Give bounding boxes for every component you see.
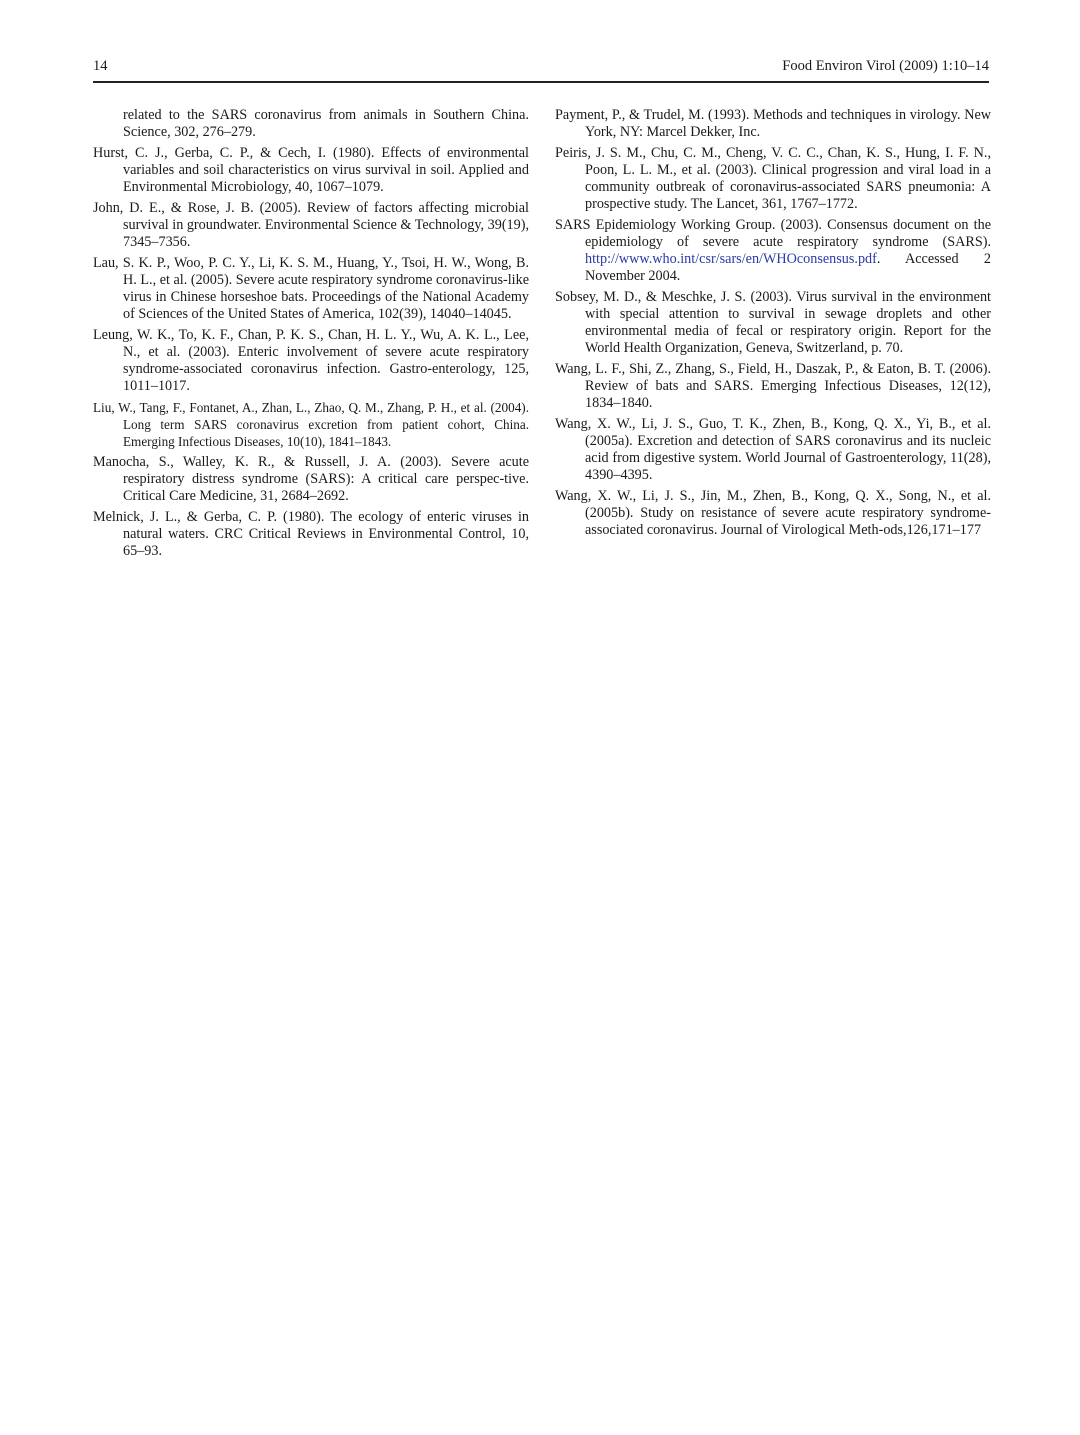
reference-entry: Hurst, C. J., Gerba, C. P., & Cech, I. (1980). Effects of environmental variables and soil characteristics on virus survival in soil. Applied and Environmental Microbiology, 40, 1067–1079. (93, 145, 529, 195)
reference-column-right (555, 107, 991, 543)
page-header (93, 58, 989, 80)
page-number: 14 (93, 58, 108, 74)
reference-entry: Lau, S. K. P., Woo, P. C. Y., Li, K. S. M., Huang, Y., Tsoi, H. W., Wong, B. H. L., et al. (2005). Severe acute respiratory syndrome coronavirus-like virus in Chinese horseshoe bats. Proceedings of the National Academy of Sciences of the United States of America, 102(39), 14040–14045. (93, 255, 529, 322)
reference-entry (555, 217, 991, 285)
reference-column-left (93, 107, 529, 564)
reference-url-link[interactable]: http://www.who.int/csr/sars/en/WHOconsensus.pdf (585, 251, 877, 267)
reference-text: . Accessed 2 November 2004. (585, 251, 991, 284)
reference-entry: Peiris, J. S. M., Chu, C. M., Cheng, V. C. C., Chan, K. S., Hung, I. F. N., Poon, L. L. M., et al. (2003). Clinical progression and viral load in a community outbreak of coronavirus-associated SARS pneumonia: A prospective study. The Lancet, 361, 1767–1772. (555, 145, 991, 212)
reference-text: SARS Epidemiology Working Group. (2003). Consensus document on the epidemiology of severe acute respiratory syndrome (SARS). (555, 217, 991, 250)
reference-entry: Sobsey, M. D., & Meschke, J. S. (2003). Virus survival in the environment with special attention to survival in sewage droplets and other environmental media of fecal or respiratory origin. Report for the World Health Organization, Geneva, Switzerland, p. 70. (555, 289, 991, 356)
reference-entry: Payment, P., & Trudel, M. (1993). Methods and techniques in virology. New York, NY: Marcel Dekker, Inc. (555, 107, 991, 140)
reference-entry: Leung, W. K., To, K. F., Chan, P. K. S., Chan, H. L. Y., Wu, A. K. L., Lee, N., et al. (2003). Enteric involvement of severe acute respiratory syndrome-associated coronavirus infection. Gastro-enterology, 125, 1011–1017. (93, 327, 529, 394)
header-rule (93, 81, 989, 83)
reference-entry: Liu, W., Tang, F., Fontanet, A., Zhan, L., Zhao, Q. M., Zhang, P. H., et al. (2004). Long term SARS coronavirus excretion from patient cohort, China. Emerging Infectious Diseases, 10(10), 1841–1843. (93, 400, 529, 449)
reference-entry: Manocha, S., Walley, K. R., & Russell, J. A. (2003). Severe acute respiratory distress syndrome (SARS): A critical care perspec-tive. Critical Care Medicine, 31, 2684–2692. (93, 454, 529, 504)
reference-entry: Wang, L. F., Shi, Z., Zhang, S., Field, H., Daszak, P., & Eaton, B. T. (2006). Review of bats and SARS. Emerging Infectious Diseases, 12(12), 1834–1840. (555, 361, 991, 411)
reference-entry: Melnick, J. L., & Gerba, C. P. (1980). The ecology of enteric viruses in natural waters. CRC Critical Reviews in Environmental Control, 10, 65–93. (93, 509, 529, 559)
reference-entry: John, D. E., & Rose, J. B. (2005). Review of factors affecting microbial survival in groundwater. Environmental Science & Technology, 39(19), 7345–7356. (93, 200, 530, 250)
journal-citation: Food Environ Virol (2009) 1:10–14 (782, 58, 989, 74)
reference-entry: Wang, X. W., Li, J. S., Guo, T. K., Zhen, B., Kong, Q. X., Yi, B., et al. (2005a). Excretion and detection of SARS coronavirus and its nucleic acid from digestive system. World Journal of Gastroenterology, 11(28), 4390–4395. (555, 416, 991, 483)
reference-entry: related to the SARS coronavirus from animals in Southern China. Science, 302, 276–279. (123, 107, 529, 140)
reference-entry: Wang, X. W., Li, J. S., Jin, M., Zhen, B., Kong, Q. X., Song, N., et al. (2005b). Study on resistance of severe acute respiratory syndrome-associated coronavirus. Journal of Virological Meth-ods,126,171–177 (555, 488, 991, 538)
